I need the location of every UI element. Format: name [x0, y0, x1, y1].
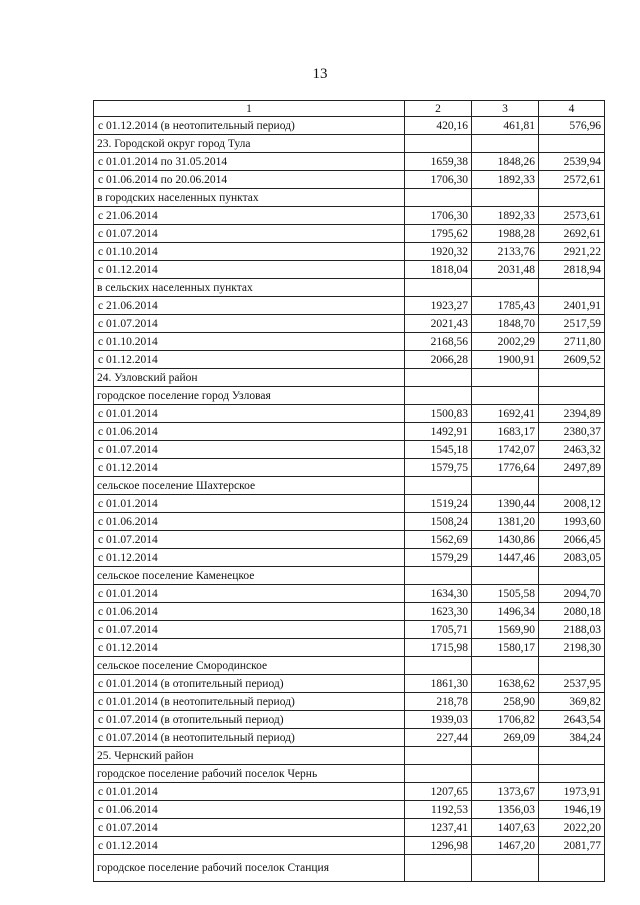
table-row — [94, 369, 605, 387]
row-label: с 01.01.2014 (в неотопительный период) — [94, 693, 405, 711]
row-label: городское поселение город Узловая — [94, 387, 405, 405]
table-row — [94, 171, 605, 189]
value-col-2: 1818,04 — [405, 261, 472, 279]
value-col-3 — [472, 369, 539, 387]
row-label: с 01.07.2014 — [94, 621, 405, 639]
value-col-2: 1519,24 — [405, 495, 472, 513]
value-col-2 — [405, 387, 472, 405]
row-label: 25. Чернский район — [94, 747, 405, 765]
value-col-4 — [539, 477, 605, 495]
value-col-3: 461,81 — [472, 117, 539, 135]
value-col-4: 2083,05 — [539, 549, 605, 567]
row-label: с 01.12.2014 — [94, 261, 405, 279]
value-col-4: 2573,61 — [539, 207, 605, 225]
column-header-1: 1 — [94, 101, 405, 117]
table-row — [94, 693, 605, 711]
value-col-2: 1634,30 — [405, 585, 472, 603]
value-col-4: 2692,61 — [539, 225, 605, 243]
value-col-3: 1373,67 — [472, 783, 539, 801]
row-label: с 01.06.2014 — [94, 513, 405, 531]
row-label: с 21.06.2014 — [94, 207, 405, 225]
value-col-2 — [405, 477, 472, 495]
value-col-4 — [539, 855, 605, 882]
value-col-3 — [472, 567, 539, 585]
row-label: с 01.07.2014 — [94, 315, 405, 333]
value-col-3: 1505,58 — [472, 585, 539, 603]
value-col-3: 1988,28 — [472, 225, 539, 243]
row-label: с 01.06.2014 по 20.06.2014 — [94, 171, 405, 189]
row-label: с 01.06.2014 — [94, 603, 405, 621]
value-col-4: 1993,60 — [539, 513, 605, 531]
table-row — [94, 261, 605, 279]
column-header-2: 2 — [405, 101, 472, 117]
table-row — [94, 513, 605, 531]
value-col-3: 1683,17 — [472, 423, 539, 441]
table-row — [94, 225, 605, 243]
value-col-3 — [472, 657, 539, 675]
value-col-4 — [539, 387, 605, 405]
value-col-4 — [539, 657, 605, 675]
table-row — [94, 657, 605, 675]
value-col-2: 1623,30 — [405, 603, 472, 621]
table-row — [94, 207, 605, 225]
value-col-2: 1296,98 — [405, 837, 472, 855]
value-col-3: 1467,20 — [472, 837, 539, 855]
value-col-2: 218,78 — [405, 693, 472, 711]
value-col-3: 1785,43 — [472, 297, 539, 315]
row-label: в сельских населенных пунктах — [94, 279, 405, 297]
value-col-4 — [539, 765, 605, 783]
value-col-3: 2002,29 — [472, 333, 539, 351]
row-label: с 01.01.2014 по 31.05.2014 — [94, 153, 405, 171]
row-label: с 01.06.2014 — [94, 801, 405, 819]
value-col-2: 420,16 — [405, 117, 472, 135]
value-col-3: 1447,46 — [472, 549, 539, 567]
row-label: с 01.01.2014 — [94, 405, 405, 423]
value-col-4: 2080,18 — [539, 603, 605, 621]
value-col-3 — [472, 135, 539, 153]
table-row — [94, 729, 605, 747]
value-col-4: 2081,77 — [539, 837, 605, 855]
value-col-2 — [405, 765, 472, 783]
value-col-2 — [405, 567, 472, 585]
value-col-4: 2818,94 — [539, 261, 605, 279]
value-col-2 — [405, 657, 472, 675]
value-col-4 — [539, 135, 605, 153]
value-col-4: 2094,70 — [539, 585, 605, 603]
column-header-3: 3 — [472, 101, 539, 117]
value-col-3 — [472, 765, 539, 783]
page-number: 13 — [312, 66, 328, 82]
value-col-4: 2572,61 — [539, 171, 605, 189]
value-col-3: 1900,91 — [472, 351, 539, 369]
value-col-3: 1580,17 — [472, 639, 539, 657]
value-col-4: 2198,30 — [539, 639, 605, 657]
table-row — [94, 747, 605, 765]
tariff-table — [93, 100, 605, 882]
value-col-3: 1638,62 — [472, 675, 539, 693]
table-row — [94, 405, 605, 423]
column-header-4: 4 — [539, 101, 605, 117]
row-label: городское поселение рабочий поселок Чернь — [94, 765, 405, 783]
value-col-3: 1892,33 — [472, 171, 539, 189]
value-col-3: 258,90 — [472, 693, 539, 711]
value-col-3 — [472, 855, 539, 882]
value-col-3: 269,09 — [472, 729, 539, 747]
value-col-3: 1356,03 — [472, 801, 539, 819]
value-col-4: 2188,03 — [539, 621, 605, 639]
row-label: сельское поселение Каменецкое — [94, 567, 405, 585]
value-col-3: 1390,44 — [472, 495, 539, 513]
value-col-4: 2921,22 — [539, 243, 605, 261]
value-col-4: 2066,45 — [539, 531, 605, 549]
value-col-2: 1508,24 — [405, 513, 472, 531]
value-col-2: 1492,91 — [405, 423, 472, 441]
value-col-3: 1892,33 — [472, 207, 539, 225]
table-row — [94, 459, 605, 477]
value-col-2: 1861,30 — [405, 675, 472, 693]
row-label: с 01.12.2014 (в неотопительный период) — [94, 117, 405, 135]
value-col-4: 2711,80 — [539, 333, 605, 351]
table-row — [94, 567, 605, 585]
value-col-2: 1795,62 — [405, 225, 472, 243]
table-row — [94, 189, 605, 207]
value-col-4: 2539,94 — [539, 153, 605, 171]
value-col-2: 1706,30 — [405, 171, 472, 189]
row-label: с 01.10.2014 — [94, 333, 405, 351]
table-row — [94, 639, 605, 657]
table-row — [94, 351, 605, 369]
value-col-3 — [472, 279, 539, 297]
table-row — [94, 333, 605, 351]
value-col-3 — [472, 387, 539, 405]
table-row — [94, 621, 605, 639]
row-label: сельское поселение Шахтерское — [94, 477, 405, 495]
table-row — [94, 603, 605, 621]
value-col-3: 1692,41 — [472, 405, 539, 423]
value-col-4: 2537,95 — [539, 675, 605, 693]
table-header-row — [94, 101, 605, 117]
value-col-2: 1923,27 — [405, 297, 472, 315]
row-label: 23. Городской округ город Тула — [94, 135, 405, 153]
value-col-4: 1973,91 — [539, 783, 605, 801]
table-row — [94, 153, 605, 171]
value-col-4: 2022,20 — [539, 819, 605, 837]
row-label: с 01.01.2014 — [94, 495, 405, 513]
row-label: сельское поселение Смородинское — [94, 657, 405, 675]
value-col-2: 1705,71 — [405, 621, 472, 639]
row-label: с 01.10.2014 — [94, 243, 405, 261]
value-col-4: 2463,32 — [539, 441, 605, 459]
value-col-3: 1381,20 — [472, 513, 539, 531]
table-row — [94, 387, 605, 405]
value-col-3: 1407,63 — [472, 819, 539, 837]
row-label: с 01.07.2014 — [94, 819, 405, 837]
value-col-4: 576,96 — [539, 117, 605, 135]
value-col-2: 2168,56 — [405, 333, 472, 351]
value-col-4 — [539, 747, 605, 765]
row-label: с 01.07.2014 — [94, 531, 405, 549]
value-col-2: 2021,43 — [405, 315, 472, 333]
value-col-3: 1569,90 — [472, 621, 539, 639]
row-label: с 01.12.2014 — [94, 639, 405, 657]
value-col-4: 2380,37 — [539, 423, 605, 441]
value-col-2: 1192,53 — [405, 801, 472, 819]
table-row — [94, 315, 605, 333]
table-row — [94, 477, 605, 495]
row-label: с 01.12.2014 — [94, 549, 405, 567]
value-col-3 — [472, 477, 539, 495]
table-row — [94, 783, 605, 801]
value-col-2 — [405, 189, 472, 207]
table-row — [94, 855, 605, 882]
value-col-2: 1562,69 — [405, 531, 472, 549]
value-col-4 — [539, 279, 605, 297]
value-col-4: 2394,89 — [539, 405, 605, 423]
value-col-2 — [405, 855, 472, 882]
row-label: с 21.06.2014 — [94, 297, 405, 315]
value-col-2 — [405, 369, 472, 387]
value-col-2: 1545,18 — [405, 441, 472, 459]
value-col-4: 2517,59 — [539, 315, 605, 333]
value-col-3: 1430,86 — [472, 531, 539, 549]
table-row — [94, 135, 605, 153]
value-col-2 — [405, 135, 472, 153]
table-row — [94, 243, 605, 261]
table-row — [94, 117, 605, 135]
row-label: 24. Узловский район — [94, 369, 405, 387]
value-col-2: 1706,30 — [405, 207, 472, 225]
table-row — [94, 765, 605, 783]
value-col-4: 369,82 — [539, 693, 605, 711]
value-col-3: 1706,82 — [472, 711, 539, 729]
table-row — [94, 495, 605, 513]
value-col-2: 2066,28 — [405, 351, 472, 369]
table-row — [94, 441, 605, 459]
value-col-3: 1496,34 — [472, 603, 539, 621]
row-label: с 01.01.2014 (в отопительный период) — [94, 675, 405, 693]
value-col-4 — [539, 189, 605, 207]
row-label: с 01.12.2014 — [94, 459, 405, 477]
value-col-2: 227,44 — [405, 729, 472, 747]
value-col-4: 384,24 — [539, 729, 605, 747]
value-col-3 — [472, 189, 539, 207]
value-col-3 — [472, 747, 539, 765]
value-col-2: 1939,03 — [405, 711, 472, 729]
value-col-2: 1207,65 — [405, 783, 472, 801]
value-col-2: 1920,32 — [405, 243, 472, 261]
value-col-4 — [539, 369, 605, 387]
table-row — [94, 297, 605, 315]
value-col-2: 1715,98 — [405, 639, 472, 657]
row-label: с 01.07.2014 (в отопительный период) — [94, 711, 405, 729]
value-col-4: 2401,91 — [539, 297, 605, 315]
value-col-4: 1946,19 — [539, 801, 605, 819]
value-col-2: 1500,83 — [405, 405, 472, 423]
row-label: городское поселение рабочий поселок Станция — [94, 855, 405, 882]
table-row — [94, 549, 605, 567]
value-col-4: 2008,12 — [539, 495, 605, 513]
row-label: с 01.07.2014 (в неотопительный период) — [94, 729, 405, 747]
value-col-3: 1848,70 — [472, 315, 539, 333]
table-row — [94, 711, 605, 729]
row-label: с 01.12.2014 — [94, 351, 405, 369]
table-row — [94, 819, 605, 837]
value-col-2: 1579,29 — [405, 549, 472, 567]
table-row — [94, 675, 605, 693]
row-label: с 01.07.2014 — [94, 225, 405, 243]
value-col-3: 1776,64 — [472, 459, 539, 477]
value-col-2 — [405, 747, 472, 765]
table-row — [94, 585, 605, 603]
value-col-2: 1579,75 — [405, 459, 472, 477]
row-label: с 01.07.2014 — [94, 441, 405, 459]
value-col-2 — [405, 279, 472, 297]
table-row — [94, 801, 605, 819]
value-col-2: 1237,41 — [405, 819, 472, 837]
table-row — [94, 423, 605, 441]
table-row — [94, 279, 605, 297]
value-col-4: 2497,89 — [539, 459, 605, 477]
row-label: с 01.01.2014 — [94, 585, 405, 603]
row-label: с 01.06.2014 — [94, 423, 405, 441]
table-row — [94, 837, 605, 855]
value-col-4: 2643,54 — [539, 711, 605, 729]
value-col-3: 1742,07 — [472, 441, 539, 459]
row-label: с 01.01.2014 — [94, 783, 405, 801]
value-col-2: 1659,38 — [405, 153, 472, 171]
value-col-3: 2133,76 — [472, 243, 539, 261]
value-col-4 — [539, 567, 605, 585]
value-col-4: 2609,52 — [539, 351, 605, 369]
row-label: с 01.12.2014 — [94, 837, 405, 855]
value-col-3: 2031,48 — [472, 261, 539, 279]
value-col-3: 1848,26 — [472, 153, 539, 171]
row-label: в городских населенных пунктах — [94, 189, 405, 207]
table-row — [94, 531, 605, 549]
